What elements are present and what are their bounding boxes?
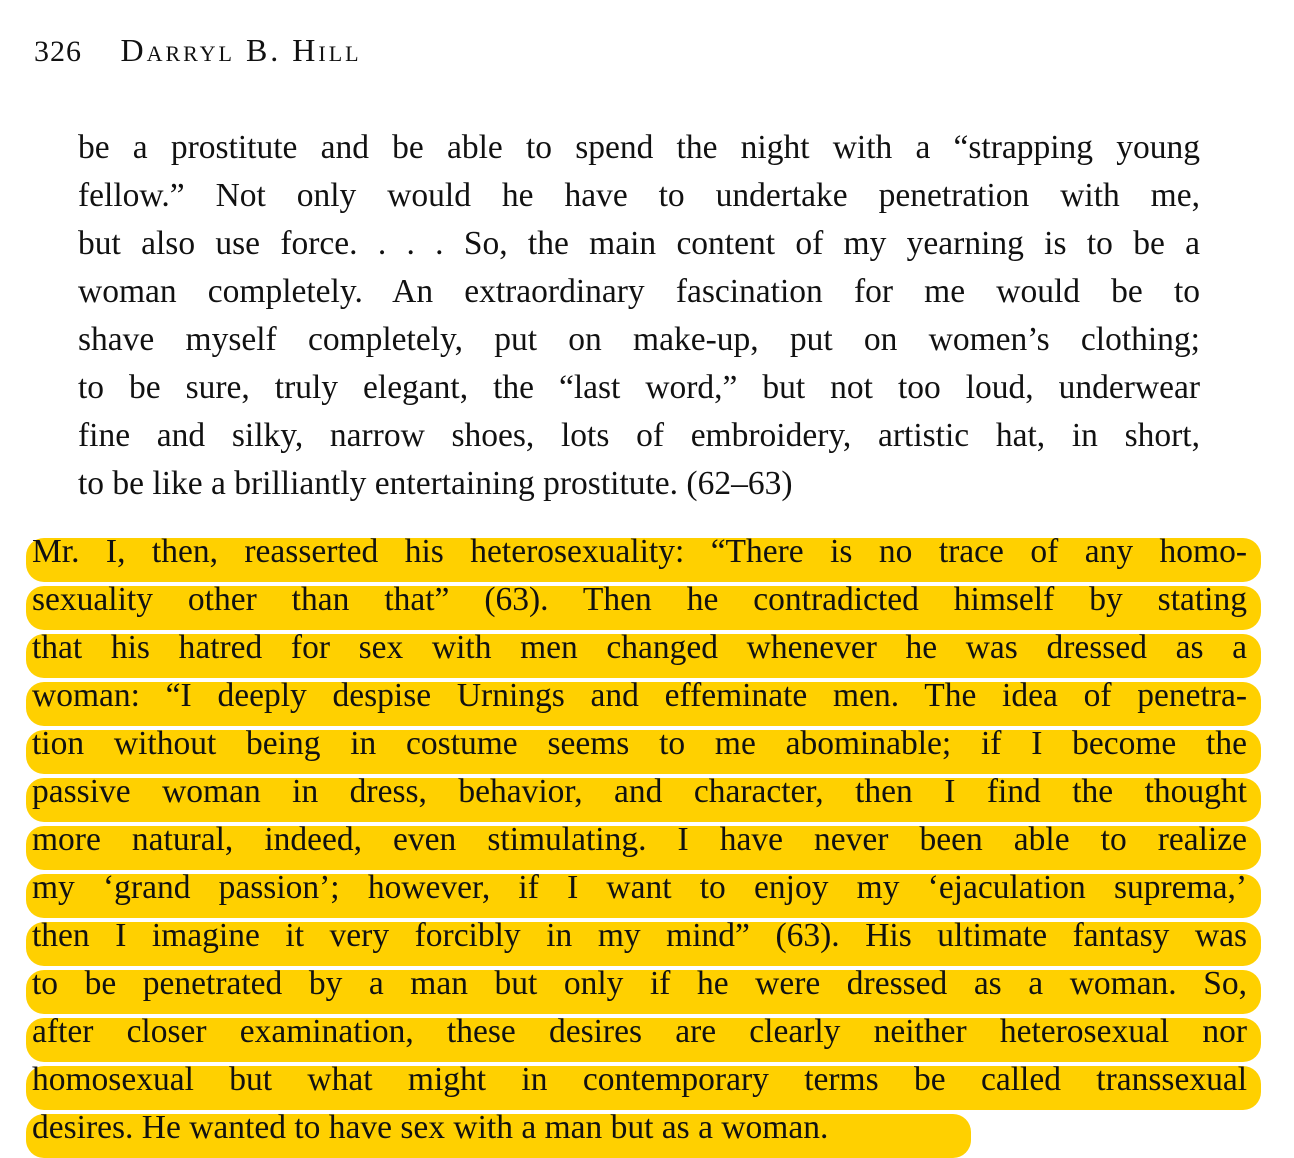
highlighted-line: tion without being in costume seems to me abominable; if I become the [32,720,1247,768]
highlighted-line: then I imagine it very forcibly in my mind” (63). His ultimate fantasy was [32,912,1247,960]
quote-line: shave myself completely, put on make-up, put on women’s clothing; [78,321,1200,358]
highlighted-line: passive woman in dress, behavior, and character, then I find the thought [32,768,1247,816]
highlighted-line: that his hatred for sex with men changed whenever he was dressed as a [32,624,1247,672]
block-quote [78,124,1200,508]
highlighted-paragraph [32,528,1247,1152]
page-number: 326 [34,35,82,68]
quote-line: fellow.” Not only would he have to undertake penetration with me, [78,177,1200,214]
quote-line: be a prostitute and be able to spend the night with a “strapping young [78,129,1200,166]
running-header [34,32,362,69]
running-head-author: Darryl B. Hill [120,32,362,68]
quote-line: to be sure, truly elegant, the “last word,” but not too loud, underwear [78,369,1200,406]
highlighted-line: Mr. I, then, reasserted his heterosexuality: “There is no trace of any homo- [32,528,1247,576]
highlighted-line: to be penetrated by a man but only if he were dressed as a woman. So, [32,960,1247,1008]
highlighted-line: woman: “I deeply despise Urnings and effeminate men. The idea of penetra- [32,672,1247,720]
highlighted-line: sexuality other than that” (63). Then he contradicted himself by stating [32,576,1247,624]
quote-line: to be like a brilliantly entertaining prostitute. (62–63) [78,465,793,502]
highlighted-line: homosexual but what might in contemporary terms be called transsexual [32,1056,1247,1104]
quote-line: fine and silky, narrow shoes, lots of embroidery, artistic hat, in short, [78,417,1200,454]
quote-line: but also use force. . . . So, the main content of my yearning is to be a [78,225,1200,262]
highlighted-line: my ‘grand passion’; however, if I want to enjoy my ‘ejaculation suprema,’ [32,864,1247,912]
highlighted-line: desires. He wanted to have sex with a man but as a woman. [32,1104,1247,1152]
highlighted-line: more natural, indeed, even stimulating. I have never been able to realize [32,816,1247,864]
quote-line: woman completely. An extraordinary fascination for me would be to [78,273,1200,310]
highlighted-line: after closer examination, these desires are clearly neither heterosexual nor [32,1008,1247,1056]
